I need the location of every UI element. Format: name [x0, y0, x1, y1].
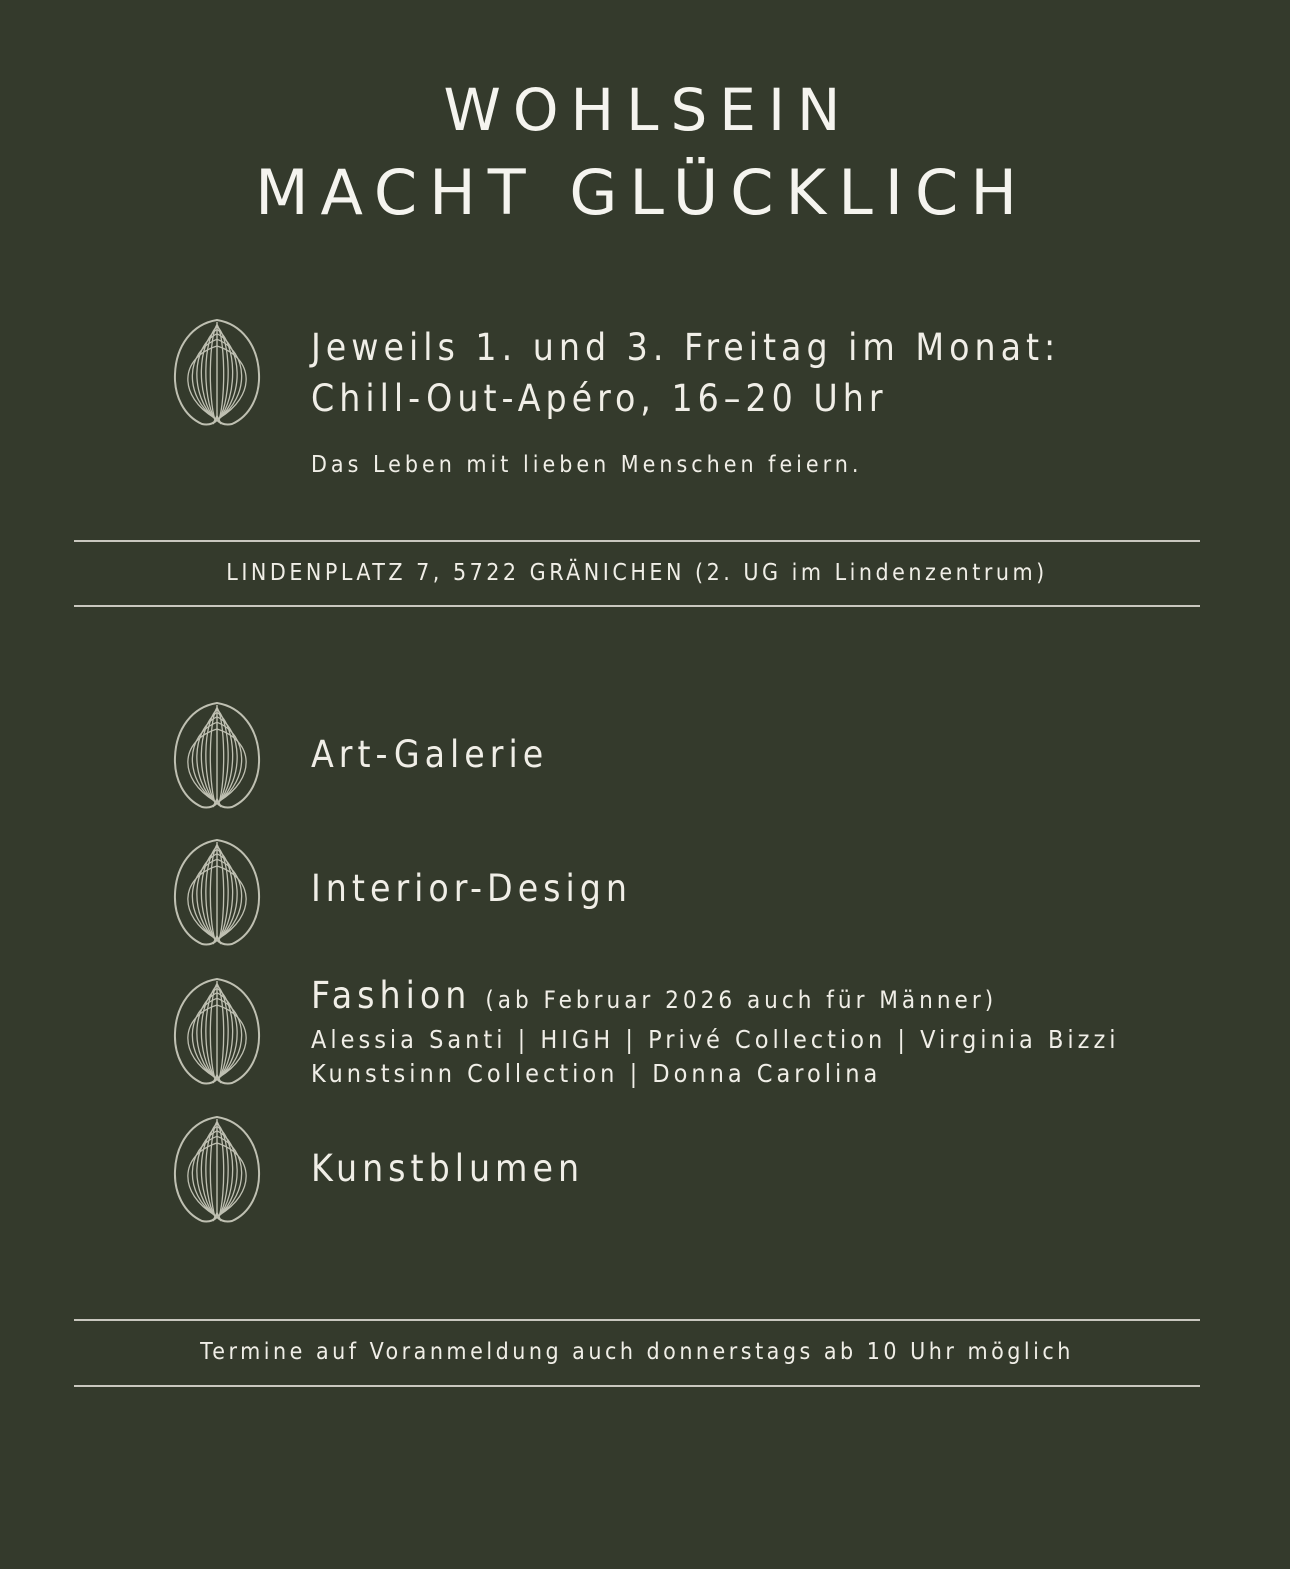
service-fashion: [311, 974, 997, 1017]
leaf-icon: [170, 699, 264, 813]
divider: [74, 540, 1200, 542]
service-fashion-note: (ab Februar 2026 auch für Männer): [485, 986, 998, 1014]
event-title: Chill-Out-Apéro, 16–20 Uhr: [311, 377, 888, 420]
event-schedule: Jeweils 1. und 3. Freitag im Monat:: [311, 326, 1061, 369]
service-art-galerie: Art-Galerie: [311, 733, 549, 776]
fashion-brands-line-1: Alessia Santi | HIGH | Privé Collection | Virginia Bizzi: [311, 1025, 1120, 1054]
leaf-icon: [170, 1113, 264, 1227]
event-tagline: Das Leben mit lieben Menschen feiern.: [311, 452, 863, 478]
service-kunstblumen: Kunstblumen: [311, 1147, 585, 1190]
headline-line-1: WOHLSEIN: [443, 76, 853, 144]
headline-line-2: MACHT GLÜCKLICH: [255, 156, 1029, 229]
service-interior-design: Interior-Design: [311, 867, 633, 910]
appointment-note: Termine auf Voranmeldung auch donnerstags ab 10 Uhr möglich: [200, 1339, 1074, 1365]
fashion-brands-line-2: Kunstsinn Collection | Donna Carolina: [311, 1059, 882, 1088]
divider: [74, 605, 1200, 607]
service-fashion-label: Fashion: [311, 974, 472, 1017]
leaf-icon: [170, 316, 264, 430]
divider: [74, 1319, 1200, 1321]
leaf-icon: [170, 836, 264, 950]
divider: [74, 1385, 1200, 1387]
address-text: LINDENPLATZ 7, 5722 GRÄNICHEN (2. UG im Lindenzentrum): [226, 560, 1048, 586]
leaf-icon: [170, 975, 264, 1089]
